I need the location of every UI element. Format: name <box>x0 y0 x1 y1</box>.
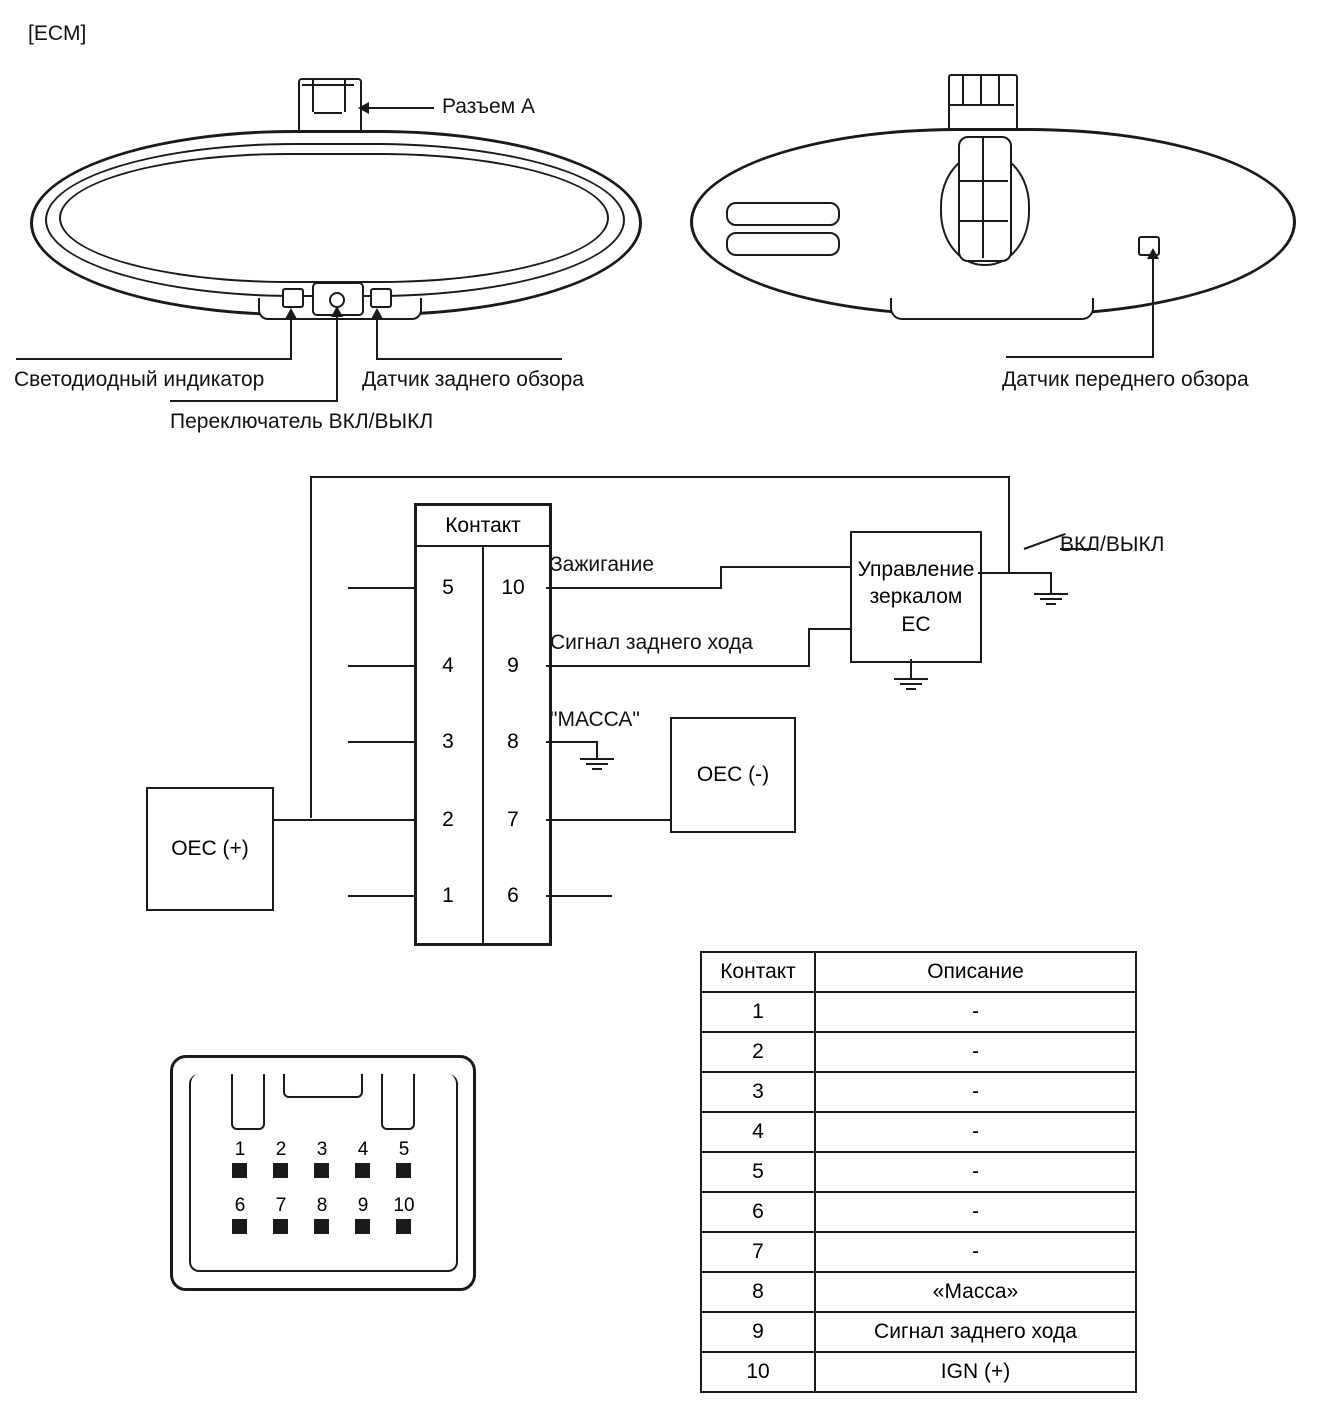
onoff-leader <box>336 316 338 400</box>
wire-pin7-oecminus <box>546 819 670 821</box>
table-cell-desc: IGN (+) <box>815 1352 1136 1392</box>
connector-notch-right <box>381 1074 415 1130</box>
onoff-label: ВКЛ/ВЫКЛ <box>1060 533 1165 556</box>
pin-block-header: Контакт <box>414 503 552 547</box>
connector-pin-label-6: 6 <box>234 1195 246 1216</box>
table-cell-desc: - <box>815 1192 1136 1232</box>
onoff-arrow-icon <box>331 306 343 317</box>
ground-symbol-pin8 <box>580 758 614 773</box>
mirror-rear-bottom-edge <box>890 298 1094 320</box>
connector-a-arrow-icon <box>358 102 369 114</box>
connector-pin-block <box>414 503 552 946</box>
front-sensor-leader <box>1152 256 1154 356</box>
table-cell-desc: - <box>815 1232 1136 1272</box>
bus-left-vertical <box>310 476 312 818</box>
led-indicator-label: Светодиодный индикатор <box>14 368 265 391</box>
connector-pin-square-1 <box>232 1163 247 1178</box>
schematic-pin-2: 2 <box>442 808 454 831</box>
connector-pin-label-4: 4 <box>357 1139 369 1160</box>
mirror-slot-2 <box>726 232 840 256</box>
table-cell-pin: 3 <box>701 1072 815 1112</box>
table-cell-pin: 1 <box>701 992 815 1032</box>
ground-symbol-mirror-control <box>894 678 928 693</box>
led-indicator-icon <box>282 288 304 308</box>
table-cell-desc: «Масса» <box>815 1272 1136 1312</box>
table-row <box>701 1032 1136 1072</box>
schematic-pin-8: 8 <box>507 730 519 753</box>
schematic-pin-9: 9 <box>507 654 519 677</box>
connector-pin-square-7 <box>273 1219 288 1234</box>
mirror-front-illustration <box>30 70 650 320</box>
table-header-description: Описание <box>815 952 1136 992</box>
table-row <box>701 1352 1136 1392</box>
connector-pin-label-3: 3 <box>316 1139 328 1160</box>
schematic-pin-10: 10 <box>501 576 525 599</box>
rear-sensor-arrow-icon <box>371 308 383 319</box>
mirror-rear-illustration <box>690 70 1290 320</box>
connector-pin-label-5: 5 <box>398 1139 410 1160</box>
bus-top-horizontal <box>310 476 1010 478</box>
onoff-switch-label: Переключатель ВКЛ/ВЫКЛ <box>170 410 434 433</box>
table-row <box>701 1192 1136 1232</box>
wire-pin10-ignition <box>546 587 722 589</box>
reverse-signal-label: Сигнал заднего хода <box>550 631 753 654</box>
table-row <box>701 1112 1136 1152</box>
connector-notch-center <box>283 1074 363 1098</box>
table-cell-desc: - <box>815 992 1136 1032</box>
schematic-pin-7: 7 <box>507 808 519 831</box>
connector-a-leader <box>366 107 434 109</box>
stub-pin5 <box>348 587 414 589</box>
mirror-control-line3: EC <box>901 612 931 636</box>
table-cell-pin: 10 <box>701 1352 815 1392</box>
oec-minus-box: OEC (-) <box>670 717 796 833</box>
led-arrow-icon <box>285 308 297 319</box>
schematic-pin-6: 6 <box>507 884 519 907</box>
table-cell-desc: Сигнал заднего хода <box>815 1312 1136 1352</box>
mirror-control-line1: Управление <box>857 558 975 582</box>
table-cell-desc: - <box>815 1032 1136 1072</box>
pin-description-table <box>700 951 1137 1393</box>
connector-pin-square-4 <box>355 1163 370 1178</box>
connector-pin-label-1: 1 <box>234 1139 246 1160</box>
table-row <box>701 1232 1136 1272</box>
connector-pin-square-10 <box>396 1219 411 1234</box>
schematic-pin-1: 1 <box>442 884 454 907</box>
connector-a-label: Разъем A <box>442 95 536 118</box>
mirror-control-box <box>850 531 982 663</box>
connector-pin-label-10: 10 <box>393 1195 415 1216</box>
connector-pin-square-6 <box>232 1219 247 1234</box>
rear-sensor-leader <box>376 318 378 358</box>
schematic-pin-4: 4 <box>442 654 454 677</box>
connector-pin-label-9: 9 <box>357 1195 369 1216</box>
table-cell-pin: 7 <box>701 1232 815 1272</box>
stub-pin3 <box>348 741 414 743</box>
connector-pin-square-3 <box>314 1163 329 1178</box>
table-row <box>701 992 1136 1032</box>
table-cell-pin: 5 <box>701 1152 815 1192</box>
table-cell-pin: 8 <box>701 1272 815 1312</box>
page-title: [ECM] <box>28 22 87 45</box>
front-sensor-label: Датчик переднего обзора <box>1002 368 1249 391</box>
connector-pin-square-8 <box>314 1219 329 1234</box>
connector-pin-label-2: 2 <box>275 1139 287 1160</box>
rear-sensor-label: Датчик заднего обзора <box>362 368 584 391</box>
wire-pin2-oecplus <box>270 819 414 821</box>
schematic-pin-3: 3 <box>442 730 454 753</box>
table-cell-desc: - <box>815 1152 1136 1192</box>
ground-symbol-onoff <box>1034 593 1068 608</box>
mirror-slot-1 <box>726 202 840 226</box>
ignition-label: Зажигание <box>550 553 655 576</box>
wire-pin9-reverse <box>546 665 810 667</box>
ground-label: "МАССА" <box>550 708 640 731</box>
stub-pin1 <box>348 895 414 897</box>
oec-plus-box: OEC (+) <box>146 787 274 911</box>
stub-pin6 <box>546 895 612 897</box>
mirror-swivel-inner <box>958 136 1012 262</box>
mirror-control-line2: зеркалом <box>869 585 963 609</box>
connector-pin-square-5 <box>396 1163 411 1178</box>
stub-pin4 <box>348 665 414 667</box>
table-row <box>701 1312 1136 1352</box>
table-cell-pin: 4 <box>701 1112 815 1152</box>
table-header-pin: Контакт <box>701 952 815 992</box>
table-cell-pin: 6 <box>701 1192 815 1232</box>
rear-sensor-icon <box>370 288 392 308</box>
table-header-row <box>701 952 1136 992</box>
table-row <box>701 1072 1136 1112</box>
connector-pin-label-8: 8 <box>316 1195 328 1216</box>
wire-onoff <box>978 572 1050 574</box>
table-cell-desc: - <box>815 1112 1136 1152</box>
connector-pin-square-2 <box>273 1163 288 1178</box>
table-cell-desc: - <box>815 1072 1136 1112</box>
table-cell-pin: 9 <box>701 1312 815 1352</box>
table-row <box>701 1272 1136 1312</box>
table-row <box>701 1152 1136 1192</box>
led-leader <box>290 318 292 358</box>
table-cell-pin: 2 <box>701 1032 815 1072</box>
connector-notch-left <box>231 1074 265 1130</box>
connector-pin-square-9 <box>355 1219 370 1234</box>
connector-pin-label-7: 7 <box>275 1195 287 1216</box>
wire-pin8-ground <box>546 741 598 743</box>
bus-right-vertical <box>1008 476 1010 572</box>
schematic-pin-5: 5 <box>442 576 454 599</box>
front-sensor-arrow-icon <box>1147 248 1159 259</box>
